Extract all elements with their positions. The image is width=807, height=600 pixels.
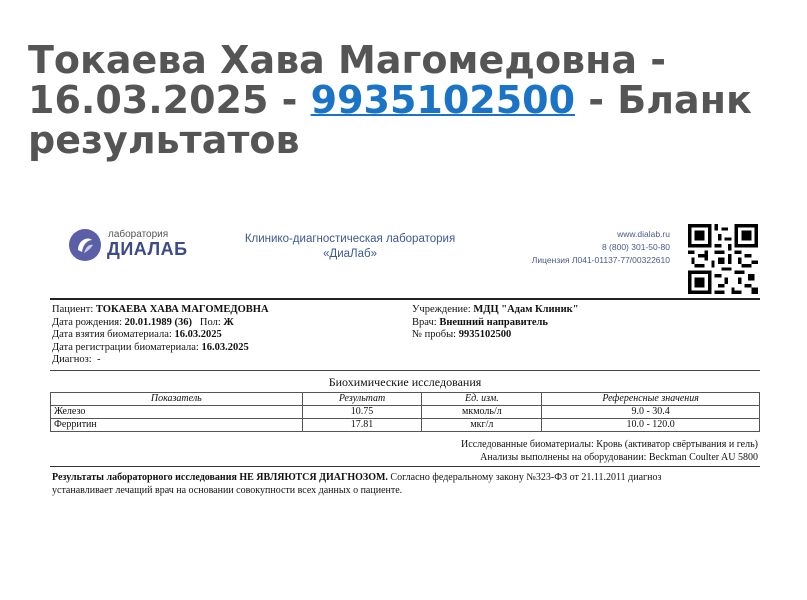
biomaterial-note: Исследованные биоматериалы: Кровь (активатор свёртывания и гель): [461, 439, 758, 450]
cell-unit: мкмоль/л: [422, 406, 542, 419]
dialab-logo-icon: [68, 228, 102, 262]
cell-result: 10.75: [302, 406, 422, 419]
disclaimer-line2: устанавливает лечащий врач на основании совокупности всех данных о пациенте.: [52, 485, 403, 496]
column-header: Показатель: [51, 393, 303, 406]
column-header: Ед. изм.: [422, 393, 542, 406]
page-title: [28, 40, 788, 160]
cell-result: 17.81: [302, 419, 422, 432]
qr-code-icon: [688, 224, 758, 294]
diagnosis-row: Диагноз: -: [52, 354, 101, 365]
sample-number: 9935102500: [458, 329, 512, 340]
column-header: Референсные значения: [542, 393, 760, 406]
logo-name: ДИАЛАБ: [107, 239, 188, 259]
patient-sex: Ж: [223, 316, 234, 328]
disclaimer-line1: Результаты лабораторного исследования НЕ ЯВЛЯЮТСЯ ДИАГНОЗОМ. Согласно федеральному закону №323-ФЗ от 21.11.2011 диагноз: [52, 472, 662, 483]
lab-site: www.dialab.ru: [617, 229, 670, 239]
results-blank-image: [46, 212, 764, 508]
title-suffix: - Бланк результатов: [28, 78, 752, 162]
institution-row: Учреждение: МДЦ "Адам Клиник": [412, 304, 579, 315]
results-table: [50, 392, 760, 432]
birth-row: Дата рождения: 20.01.1989 (36) Пол: Ж: [52, 316, 234, 328]
lab-name: [230, 232, 470, 262]
lab-phone: 8 (800) 301-50-80: [601, 242, 670, 252]
taken-date: 16.03.2025: [174, 329, 222, 340]
section-title: Биохимические исследования: [328, 375, 482, 389]
lab-contacts: [494, 228, 670, 267]
disclaimer: [52, 471, 772, 497]
divider: [50, 466, 760, 467]
cell-indicator: Железо: [51, 406, 303, 419]
divider: [50, 298, 760, 300]
disclaimer-bold: Результаты лабораторного исследования НЕ ЯВЛЯЮТСЯ ДИАГНОЗОМ.: [52, 472, 388, 483]
table-row: [51, 419, 760, 432]
lab-name-line1: Клинико-диагностическая лаборатория: [244, 233, 456, 245]
institution-name: МДЦ "Адам Клиник": [473, 304, 579, 315]
table-row: [51, 406, 760, 419]
sample-row: № пробы: 9935102500: [412, 329, 512, 340]
taken-row: Дата взятия биоматериала: 16.03.2025: [52, 329, 222, 340]
divider: [50, 370, 760, 371]
doctor-row: Врач: Внешний направитель: [412, 316, 548, 328]
patient-name: ТОКАЕВА ХАВА МАГОМЕДОВНА: [95, 304, 269, 315]
doctor-name: Внешний направитель: [439, 316, 548, 328]
cell-unit: мкг/л: [422, 419, 542, 432]
patient-info: [52, 304, 269, 367]
lab-name-line2: «ДиаЛаб»: [323, 248, 377, 260]
birth-date: 20.01.1989 (36): [124, 316, 193, 328]
title-prefix: Токаева Хава Магомедовна - 16.03.2025 -: [28, 38, 667, 122]
sample-number-link[interactable]: 9935102500: [310, 78, 576, 122]
cell-reference: 9.0 - 30.4: [542, 406, 760, 419]
patient-name-row: Пациент: ТОКАЕВА ХАВА МАГОМЕДОВНА: [52, 304, 269, 315]
diagnosis-value: -: [96, 354, 101, 365]
cell-indicator: Ферритин: [51, 419, 303, 432]
lab-license: Лицензия Л041-01137-77/00322610: [531, 255, 670, 265]
cell-reference: 10.0 - 120.0: [542, 419, 760, 432]
logo-subtitle: лаборатория: [108, 229, 169, 240]
registered-date: 16.03.2025: [201, 341, 249, 353]
registered-row: Дата регистрации биоматериала: 16.03.2025: [52, 341, 249, 353]
table-header-row: [51, 393, 760, 406]
institution-info: [412, 304, 579, 342]
column-header: Результат: [302, 393, 422, 406]
equipment-note: Анализы выполнены на оборудовании: Beckman Coulter AU 5800: [480, 452, 758, 463]
